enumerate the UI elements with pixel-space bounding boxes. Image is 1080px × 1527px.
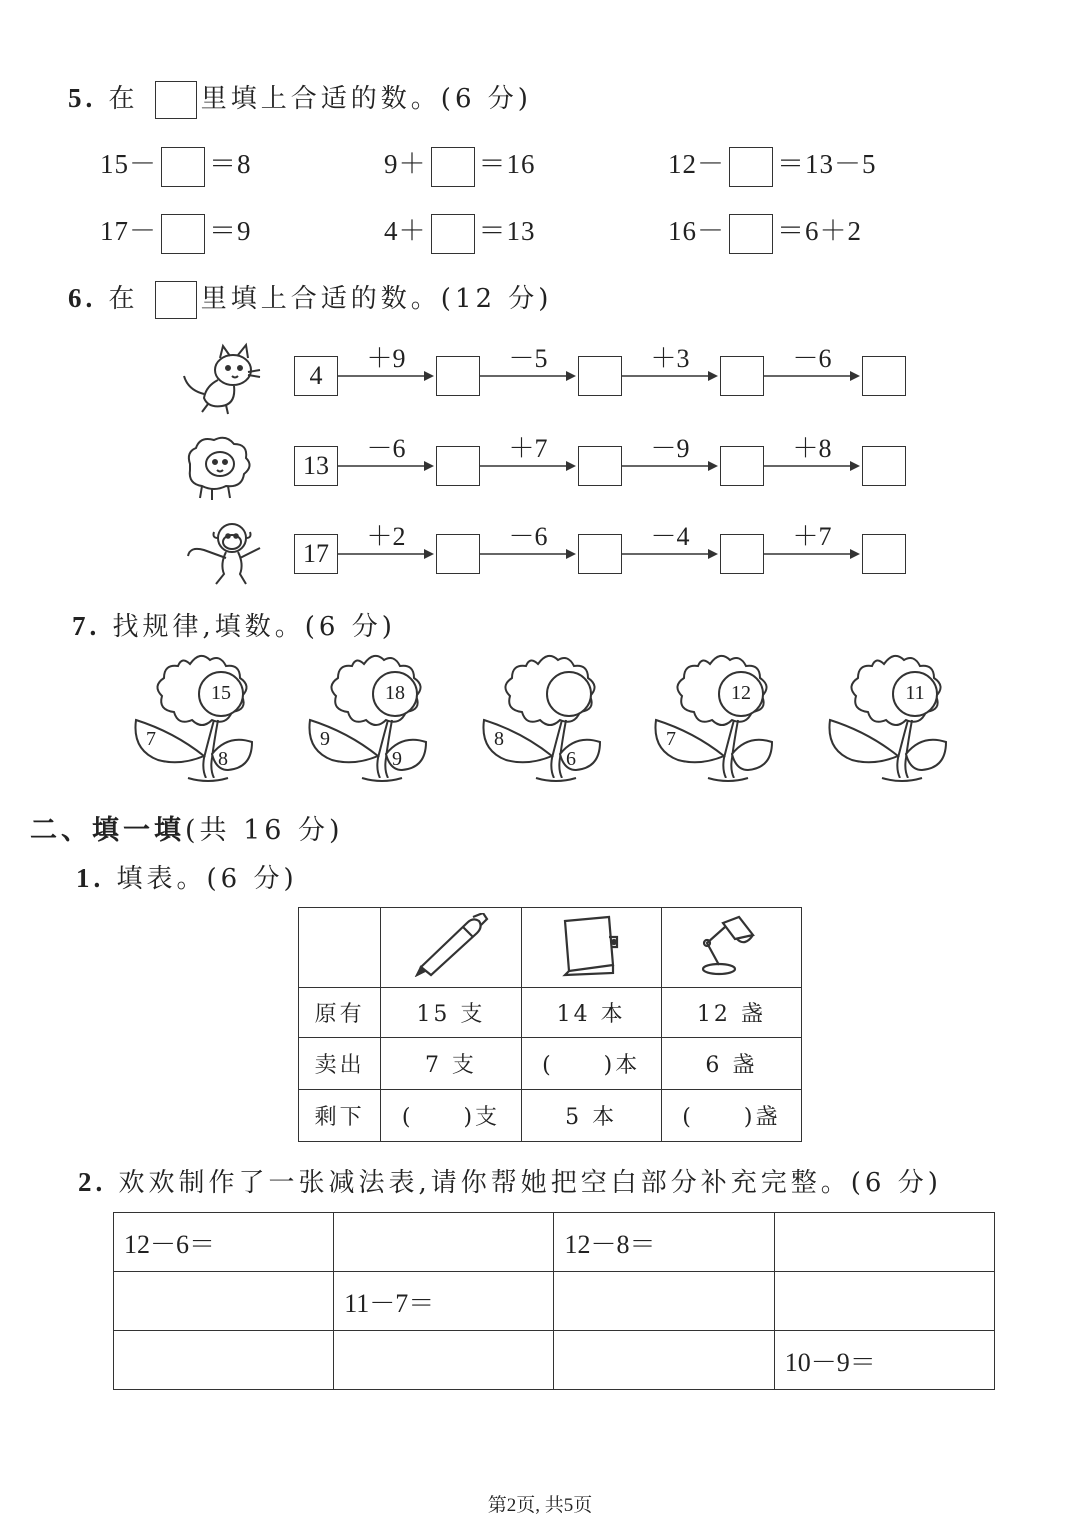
s2q1-number: 1.: [76, 863, 105, 893]
subtraction-cell-blank[interactable]: [554, 1331, 774, 1390]
flower-center-number: 15: [211, 682, 231, 704]
equation-left: 16－: [668, 216, 725, 246]
s2q2-title: [78, 1162, 942, 1199]
arrow-right-icon: [338, 366, 436, 386]
table-header-cell: [521, 908, 661, 988]
blank-box-sample: [155, 81, 197, 119]
equation-right: ＝16: [478, 149, 536, 179]
equation: [100, 142, 252, 187]
subtraction-table: [113, 1212, 995, 1390]
flower-center-number: 18: [385, 682, 405, 704]
chain-operation: －6: [792, 344, 832, 373]
answer-box[interactable]: [720, 356, 764, 396]
answer-box[interactable]: [720, 446, 764, 486]
pen-icon: [411, 913, 491, 977]
chain-operation: ＋7: [508, 434, 548, 463]
arrow-right-icon: [480, 544, 578, 564]
subtraction-cell-blank[interactable]: [114, 1331, 334, 1390]
chain-start-box: 17: [294, 534, 338, 574]
equation-right: ＝13－5: [777, 149, 877, 179]
chain-operation: ＋2: [366, 522, 406, 551]
subtraction-cell: 10－9＝: [774, 1331, 994, 1390]
chain-operation: －6: [508, 522, 548, 551]
chain-operation: －4: [650, 522, 690, 551]
flower-right-leaf-number: 9: [392, 748, 402, 770]
table-cell: 7 支: [381, 1038, 521, 1090]
flower-drawing: [476, 650, 626, 790]
s2q2-number: 2.: [78, 1167, 107, 1197]
table-corner-cell: [299, 908, 381, 988]
equation-left: 17－: [100, 216, 157, 246]
chain-start-box: 4: [294, 356, 338, 396]
equation: [100, 209, 252, 254]
answer-box[interactable]: [431, 147, 475, 187]
arrow-right-icon: [764, 366, 862, 386]
subtraction-cell: 12－8＝: [554, 1213, 774, 1272]
q5-number: 5.: [68, 83, 97, 113]
subtraction-cell-blank[interactable]: [334, 1331, 554, 1390]
subtraction-cell: 11－7＝: [334, 1272, 554, 1331]
subtraction-cell-blank[interactable]: [114, 1272, 334, 1331]
flower-center-number: 12: [731, 682, 751, 704]
flower-center-number: 11: [905, 682, 925, 704]
arrow-right-icon: [622, 456, 720, 476]
answer-box[interactable]: [729, 147, 773, 187]
answer-box[interactable]: [161, 214, 205, 254]
answer-box[interactable]: [862, 534, 906, 574]
cat-icon: [178, 342, 262, 416]
answer-box[interactable]: [436, 356, 480, 396]
fill-table: [298, 907, 802, 1142]
equation-left: 12－: [668, 149, 725, 179]
answer-box[interactable]: [436, 534, 480, 574]
chain-row: [294, 344, 914, 416]
chain-operation: －5: [508, 344, 548, 373]
page-footer: 第2页, 共5页: [487, 1495, 593, 1516]
q6-number: 6.: [68, 283, 97, 313]
table-cell: 14 本: [521, 988, 661, 1038]
table-cell-blank[interactable]: ( )盏: [661, 1090, 801, 1142]
flower: [648, 650, 798, 790]
q5-title: [68, 78, 532, 119]
answer-box[interactable]: [161, 147, 205, 187]
answer-box[interactable]: [862, 446, 906, 486]
subtraction-cell-blank[interactable]: [334, 1213, 554, 1272]
equation-right: ＝6＋2: [777, 216, 862, 246]
arrow-right-icon: [338, 544, 436, 564]
flower-right-leaf-number: 8: [218, 748, 228, 770]
table-cell: 6 盏: [661, 1038, 801, 1090]
q7-number: 7.: [72, 611, 101, 641]
arrow-right-icon: [764, 456, 862, 476]
equation-left: 4＋: [384, 216, 427, 246]
arrow-right-icon: [622, 544, 720, 564]
q7-title-text: 找规律,填数。(6 分): [112, 612, 396, 642]
notebook-icon: [551, 913, 631, 977]
arrow-right-icon: [622, 366, 720, 386]
section-score: (共 16 分): [185, 815, 344, 846]
flower-left-leaf-number: 7: [146, 728, 156, 750]
monkey-icon: [182, 518, 268, 588]
flower-drawing: [822, 650, 972, 790]
table-cell: 12 盏: [661, 988, 801, 1038]
q6-title-post: 里填上合适的数。(12 分): [200, 284, 553, 314]
flower-drawing: [648, 650, 798, 790]
flower: [822, 650, 972, 790]
arrow-right-icon: [480, 366, 578, 386]
equation-left: 15－: [100, 149, 157, 179]
flower: [128, 650, 278, 790]
s2q1-title: [76, 858, 298, 895]
subtraction-cell-blank[interactable]: [554, 1272, 774, 1331]
row-label: 卖出: [299, 1038, 381, 1090]
equation-right: ＝9: [209, 216, 252, 246]
table-cell: 15 支: [381, 988, 521, 1038]
answer-box[interactable]: [431, 214, 475, 254]
chain-row: [294, 434, 914, 506]
flower: [476, 650, 626, 790]
flower-left-leaf-number: 7: [666, 728, 676, 750]
blank-box-sample: [155, 281, 197, 319]
lamp-icon: [691, 913, 771, 977]
q5-title-pre: 在: [108, 84, 139, 114]
table-header-cell: [661, 908, 801, 988]
s2q1-title-text: 填表。(6 分): [116, 864, 298, 894]
table-cell-blank[interactable]: ( )支: [381, 1090, 521, 1142]
chain-operation: ＋3: [650, 344, 690, 373]
sheep-icon: [180, 430, 256, 502]
flower-left-leaf-number: 9: [320, 728, 330, 750]
answer-box[interactable]: [720, 534, 764, 574]
q7-title: [72, 606, 396, 643]
flower: [302, 650, 452, 790]
section-heading: [30, 808, 344, 847]
answer-box[interactable]: [578, 534, 622, 574]
s2q2-title-text: 欢欢制作了一张减法表,请你帮她把空白部分补充完整。(6 分): [118, 1168, 942, 1198]
subtraction-cell: 12－6＝: [114, 1213, 334, 1272]
equation: [384, 142, 536, 187]
table-cell: 5 本: [521, 1090, 661, 1142]
q5-title-post: 里填上合适的数。(6 分): [200, 84, 532, 114]
q6-title: [68, 278, 552, 319]
chain-start-box: 13: [294, 446, 338, 486]
row-label: 原有: [299, 988, 381, 1038]
chain-row: [294, 522, 914, 594]
flower-left-leaf-number: 8: [494, 728, 504, 750]
section-title: 二、填一填: [30, 815, 185, 846]
q6-title-pre: 在: [108, 284, 139, 314]
arrow-right-icon: [764, 544, 862, 564]
table-cell-blank[interactable]: ( )本: [521, 1038, 661, 1090]
chain-operation: ＋8: [792, 434, 832, 463]
flower-right-leaf-number: 6: [566, 748, 576, 770]
answer-box[interactable]: [729, 214, 773, 254]
answer-box[interactable]: [578, 356, 622, 396]
chain-operation: －6: [366, 434, 406, 463]
arrow-right-icon: [480, 456, 578, 476]
subtraction-cell-blank[interactable]: [774, 1272, 994, 1331]
equation: [668, 142, 877, 187]
equation-right: ＝13: [478, 216, 536, 246]
equation-right: ＝8: [209, 149, 252, 179]
chain-operation: ＋7: [792, 522, 832, 551]
equation: [668, 209, 862, 254]
row-label: 剩下: [299, 1090, 381, 1142]
arrow-right-icon: [338, 456, 436, 476]
equation: [384, 209, 536, 254]
table-header-cell: [381, 908, 521, 988]
chain-operation: －9: [650, 434, 690, 463]
chain-operation: ＋9: [366, 344, 406, 373]
answer-box[interactable]: [578, 446, 622, 486]
equation-left: 9＋: [384, 149, 427, 179]
flower-drawing: [128, 650, 278, 790]
subtraction-cell-blank[interactable]: [774, 1213, 994, 1272]
flower-drawing: [302, 650, 452, 790]
answer-box[interactable]: [436, 446, 480, 486]
answer-box[interactable]: [862, 356, 906, 396]
